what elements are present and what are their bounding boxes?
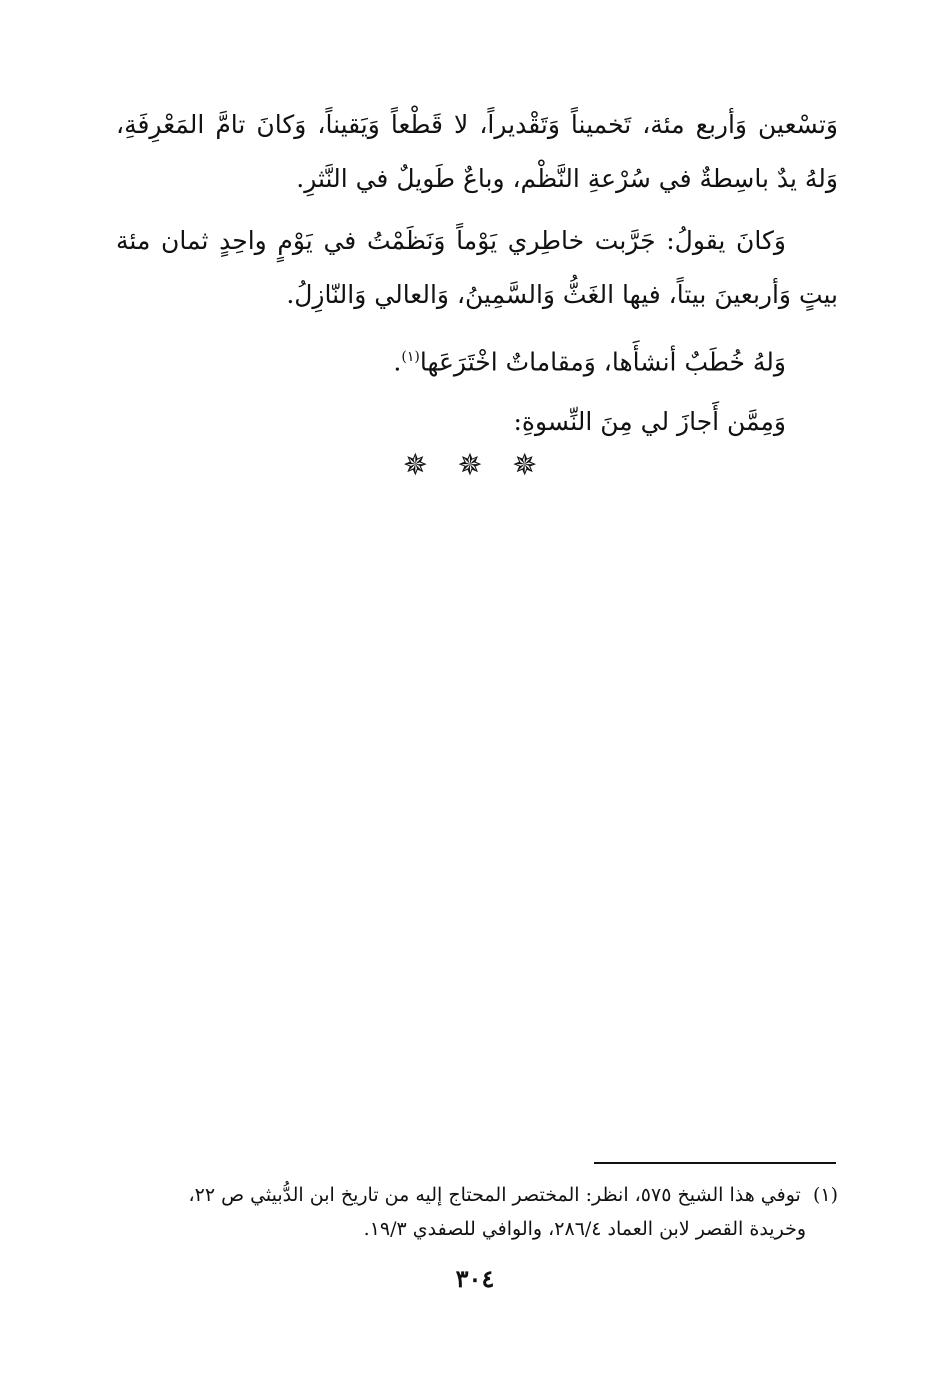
page-number: ٣٠٤ [455,1264,495,1293]
paragraph-2: وَكانَ يقولُ: جَرَّبت خاطِري يَوْماً وَنَظَمْتُ في يَوْمٍ واحِدٍ ثمان مئة بيتٍ وَأربعينَ بيتاً، فيها الغَثُّ وَالسَّمِينُ، وَالعالي وَالنّازِلُ. [116,226,838,309]
paragraph-3: وَلهُ خُطَبٌ أنشأَها، وَمقاماتٌ اخْتَرَعَها$^{(١)}$. [393,347,786,377]
paragraph-3-text: وَلهُ خُطَبٌ أنشأَها، وَمقاماتٌ اخْتَرَعَها [419,347,786,377]
footnote-marker: (١) [812,1184,838,1206]
footnote [116,1178,838,1246]
main-text [116,98,838,457]
footnote-line-2: وخريدة القصر لابن العماد ٢٨٦/٤، والوافي للصفدي ١٩/٣. [363,1218,806,1240]
footnote-divider [594,1162,836,1164]
paragraph-4: وَمِمَّن أَجازَ لي مِنَ النِّسوةِ: [513,407,786,437]
footnote-text-1: توفي هذا الشيخ ٥٧٥، انظر: المختصر المحتاج إليه من تاريخ ابن الدُّبيثي ص ٢٢، [188,1184,801,1206]
footnote-line-1 [116,1178,838,1212]
section-ornament: ✵ ✵ ✵ [402,448,548,483]
paragraph-1: وَتسْعين وَأربع مئة، تَخميناً وَتَقْديراً، لا قَطْعاً وَيَقيناً، وَكانَ تامَّ المَعْرِفَةِ، وَلهُ يدٌ باسِطةٌ في سُرْعةِ النَّظْم، وباعٌ طَويلٌ في النَّثرِ. [116,110,838,193]
footnote-reference[interactable]: (١) [401,349,420,365]
